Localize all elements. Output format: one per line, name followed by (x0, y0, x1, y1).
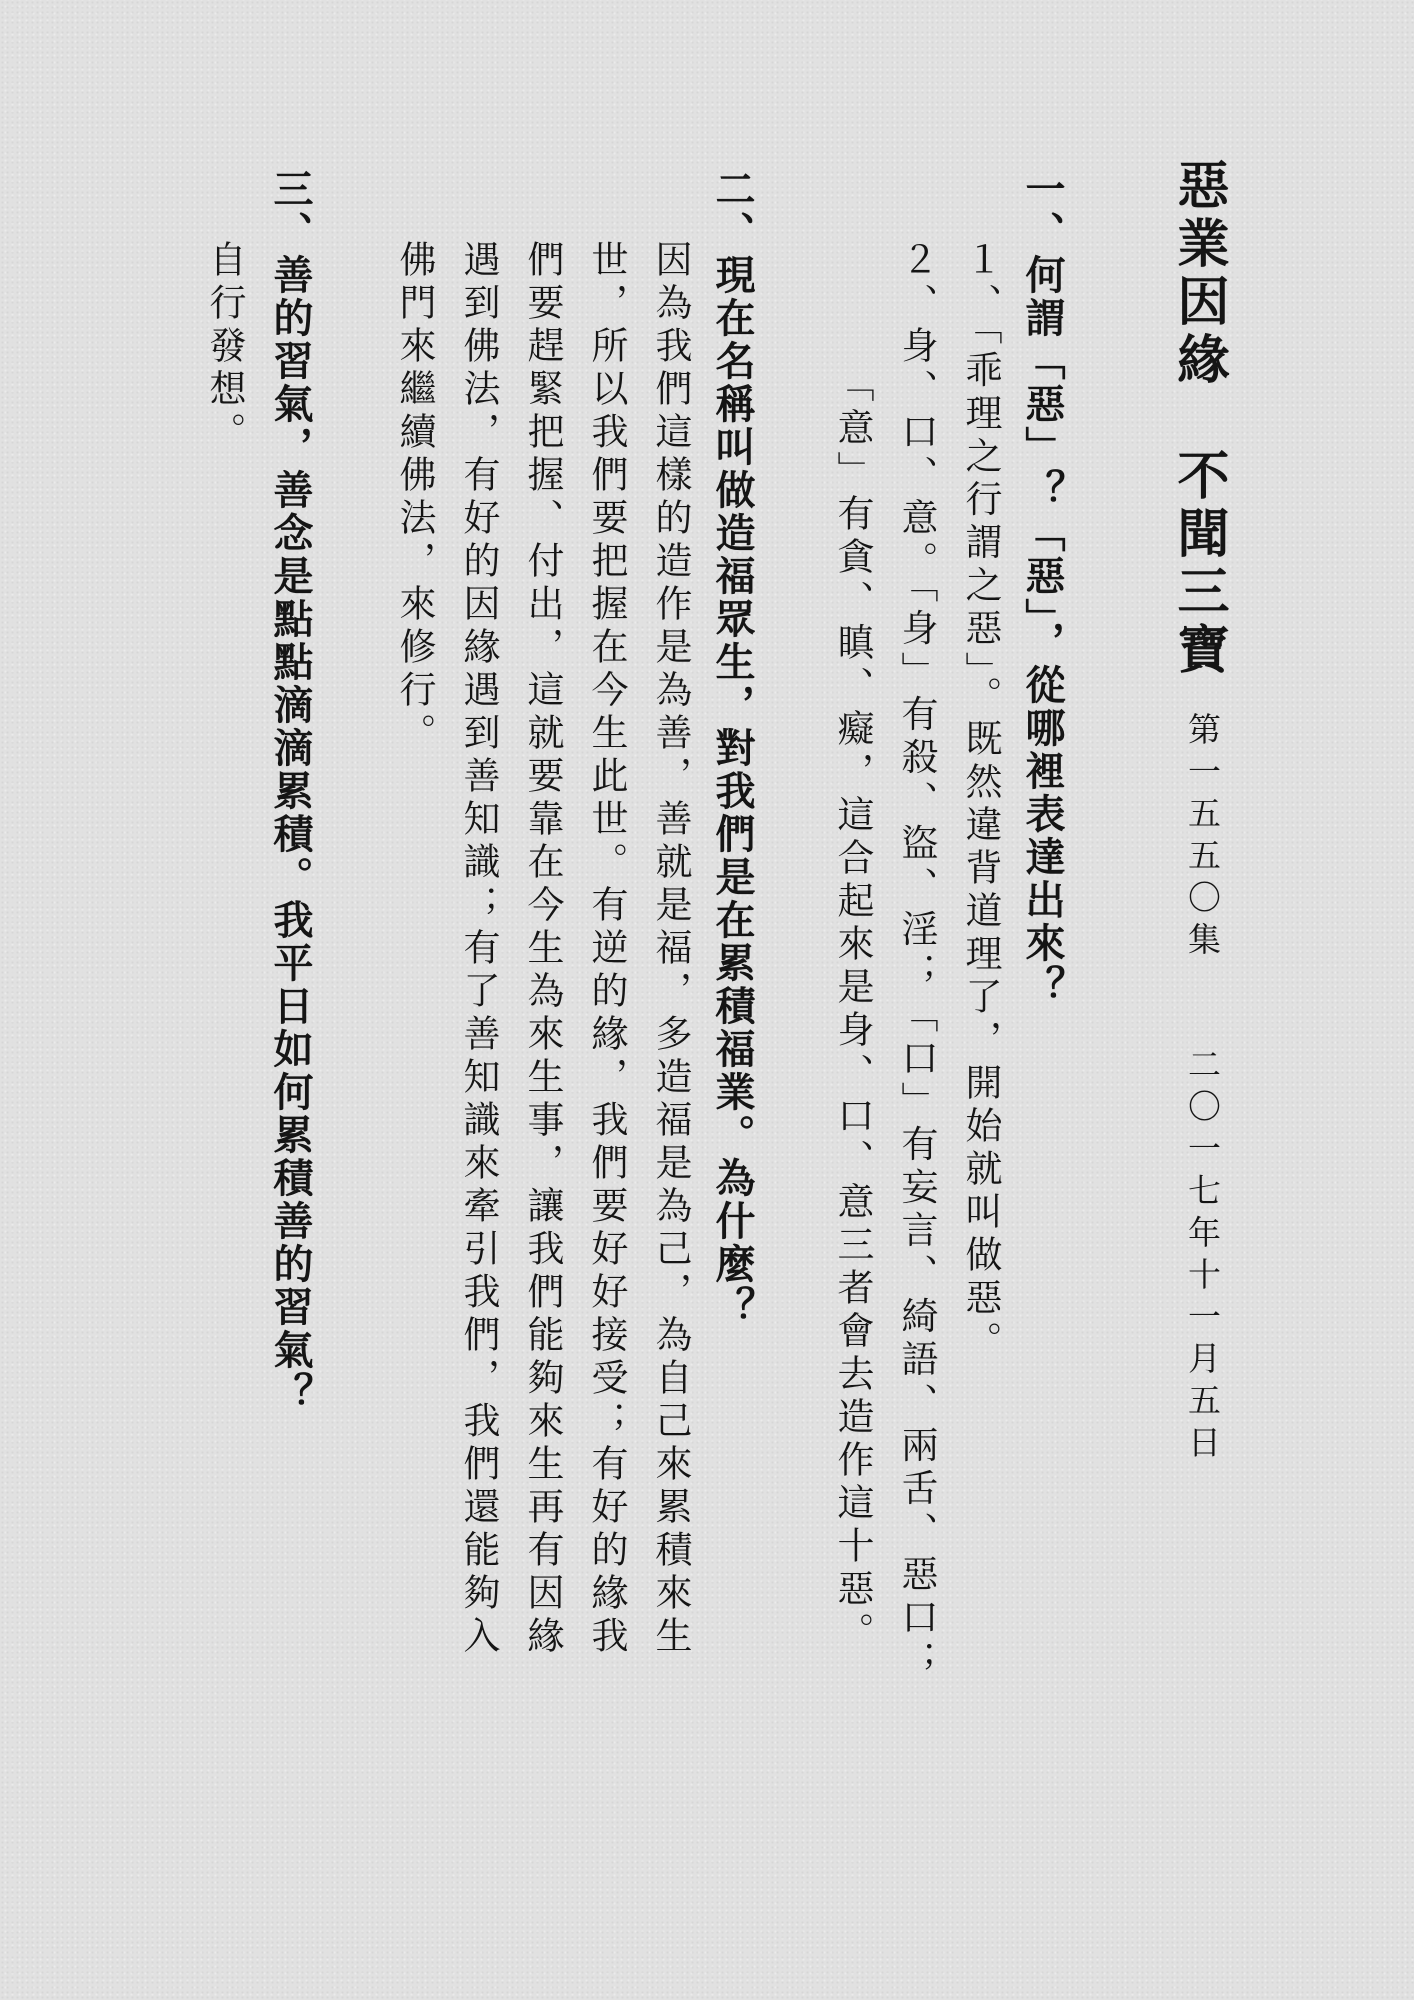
section-3-heading: 三、善的習氣，善念是點點滴滴累積。我平日如何累積善的習氣？ (267, 168, 314, 1415)
section-2-line-1: 因為我們這樣的造作是為善，善就是福，多造福是為己，為自己來累積來生 (649, 240, 692, 1659)
section-2-line-2: 世，所以我們要把握在今生此世。有逆的緣，我們要好好接受；有好的緣我 (585, 240, 628, 1659)
section-2-line-5: 佛門來繼續佛法，來修行。 (393, 240, 436, 756)
section-1-heading: 一、何謂「惡」？「惡」，從哪裡表達出來？ (1019, 168, 1066, 1008)
episode-number: 第一五五〇集 (1183, 712, 1222, 964)
document-title: 惡業因緣 不聞三寶 (1168, 158, 1229, 680)
section-2-line-4: 遇到佛法，有好的因緣遇到善知識；有了善知識來牽引我們，我們還能夠入 (457, 240, 500, 1659)
section-1-line-1: １、「乖理之行謂之惡」。既然違背道理了，開始就叫做惡。 (959, 240, 1002, 1364)
section-2-heading: 二、現在名稱叫做造福眾生，對我們是在累積福業。為什麼？ (709, 168, 756, 1329)
section-3-line-1: 自行發想。 (203, 240, 246, 455)
section-1-line-3: 「意」有貪、瞋、癡，這合起來是身、口、意三者會去造作這十惡。 (831, 365, 874, 1655)
section-2-line-3: 們要趕緊把握、付出，這就要靠在今生為來生事，讓我們能夠來生再有因緣 (521, 240, 564, 1659)
section-1-line-2: ２、身、口、意。「身」有殺、盜、淫；「口」有妄言、綺語、兩舌、惡口； (895, 240, 938, 1684)
document-date: 二〇一七年十一月五日 (1183, 1047, 1222, 1467)
